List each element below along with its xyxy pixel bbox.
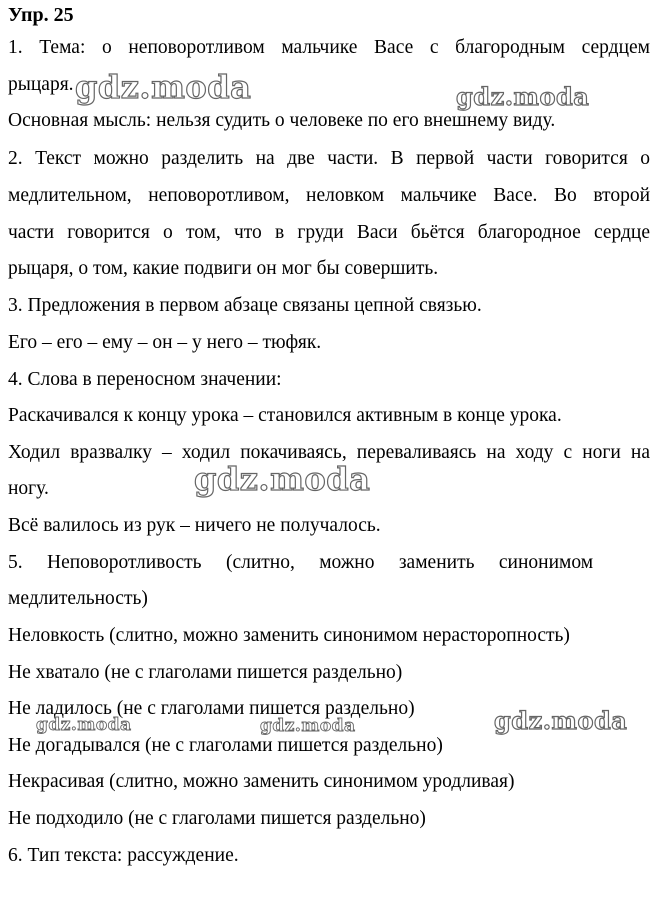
text-line-connection: 3. Предложения в первом абзаце связаны цепной связью. <box>8 295 482 316</box>
watermark-logo: gdz.moda <box>456 82 590 111</box>
watermark-logo: gdz.moda <box>194 460 371 498</box>
watermark-logo: gdz.moda <box>260 716 356 736</box>
watermark-logo: gdz.moda <box>494 706 628 735</box>
text-line-topic-end: рыцаря. <box>8 74 74 95</box>
text-line-figurative-2-end: ногу. <box>8 478 49 499</box>
watermark-logo: gdz.moda <box>75 68 252 106</box>
text-line-parts-4: рыцаря, о том, какие подвиги он мог бы совершить. <box>8 258 439 279</box>
text-line-spelling-5: Не догадывался (не с глаголами пишется раздельно) <box>8 735 443 756</box>
text-line-spelling-7: Не подходило (не с глаголами пишется раздельно) <box>8 808 426 829</box>
text-line-parts-3: части говорится о том, что в груди Васи бьётся благородное сердце <box>8 222 650 243</box>
text-line-parts-1: 2. Текст можно разделить на две части. В первой части говорится о <box>8 148 650 169</box>
text-line-spelling-2: Неловкость (слитно, можно заменить синонимом нерасторопность) <box>8 625 570 646</box>
text-line-figurative-heading: 4. Слова в переносном значении: <box>8 369 282 390</box>
text-line-spelling-1-end: медлительность) <box>8 588 148 609</box>
text-line-text-type: 6. Тип текста: рассуждение. <box>8 845 239 866</box>
text-line-spelling-3: Не хватало (не с глаголами пишется раздельно) <box>8 662 403 683</box>
text-line-topic: 1. Тема: о неповоротливом мальчике Васе с благородным сердцем <box>8 37 650 58</box>
text-line-figurative-3: Всё валилось из рук – ничего не получалось. <box>8 515 381 536</box>
text-line-parts-2: медлительном, неповоротливом, неловком мальчике Васе. Во второй <box>8 185 650 206</box>
text-line-spelling-6: Некрасивая (слитно, можно заменить синонимом уродливая) <box>8 771 515 792</box>
text-line-chain: Его – его – ему – он – у него – тюфяк. <box>8 332 322 353</box>
text-line-spelling-4: Не ладилось (не с глаголами пишется раздельно) <box>8 698 415 719</box>
text-line-main-idea: Основная мысль: нельзя судить о человеке по его внешнему виду. <box>8 110 556 131</box>
text-line-spelling-1: 5. Неповоротливость (слитно, можно заменить синонимом <box>8 552 594 573</box>
exercise-title: Упр. 25 <box>8 4 74 26</box>
text-line-figurative-1: Раскачивался к концу урока – становился активным в конце урока. <box>8 405 562 426</box>
text-line-figurative-2: Ходил вразвалку – ходил покачиваясь, переваливаясь на ходу с ноги на <box>8 442 650 463</box>
watermark-logo: gdz.moda <box>36 715 132 735</box>
